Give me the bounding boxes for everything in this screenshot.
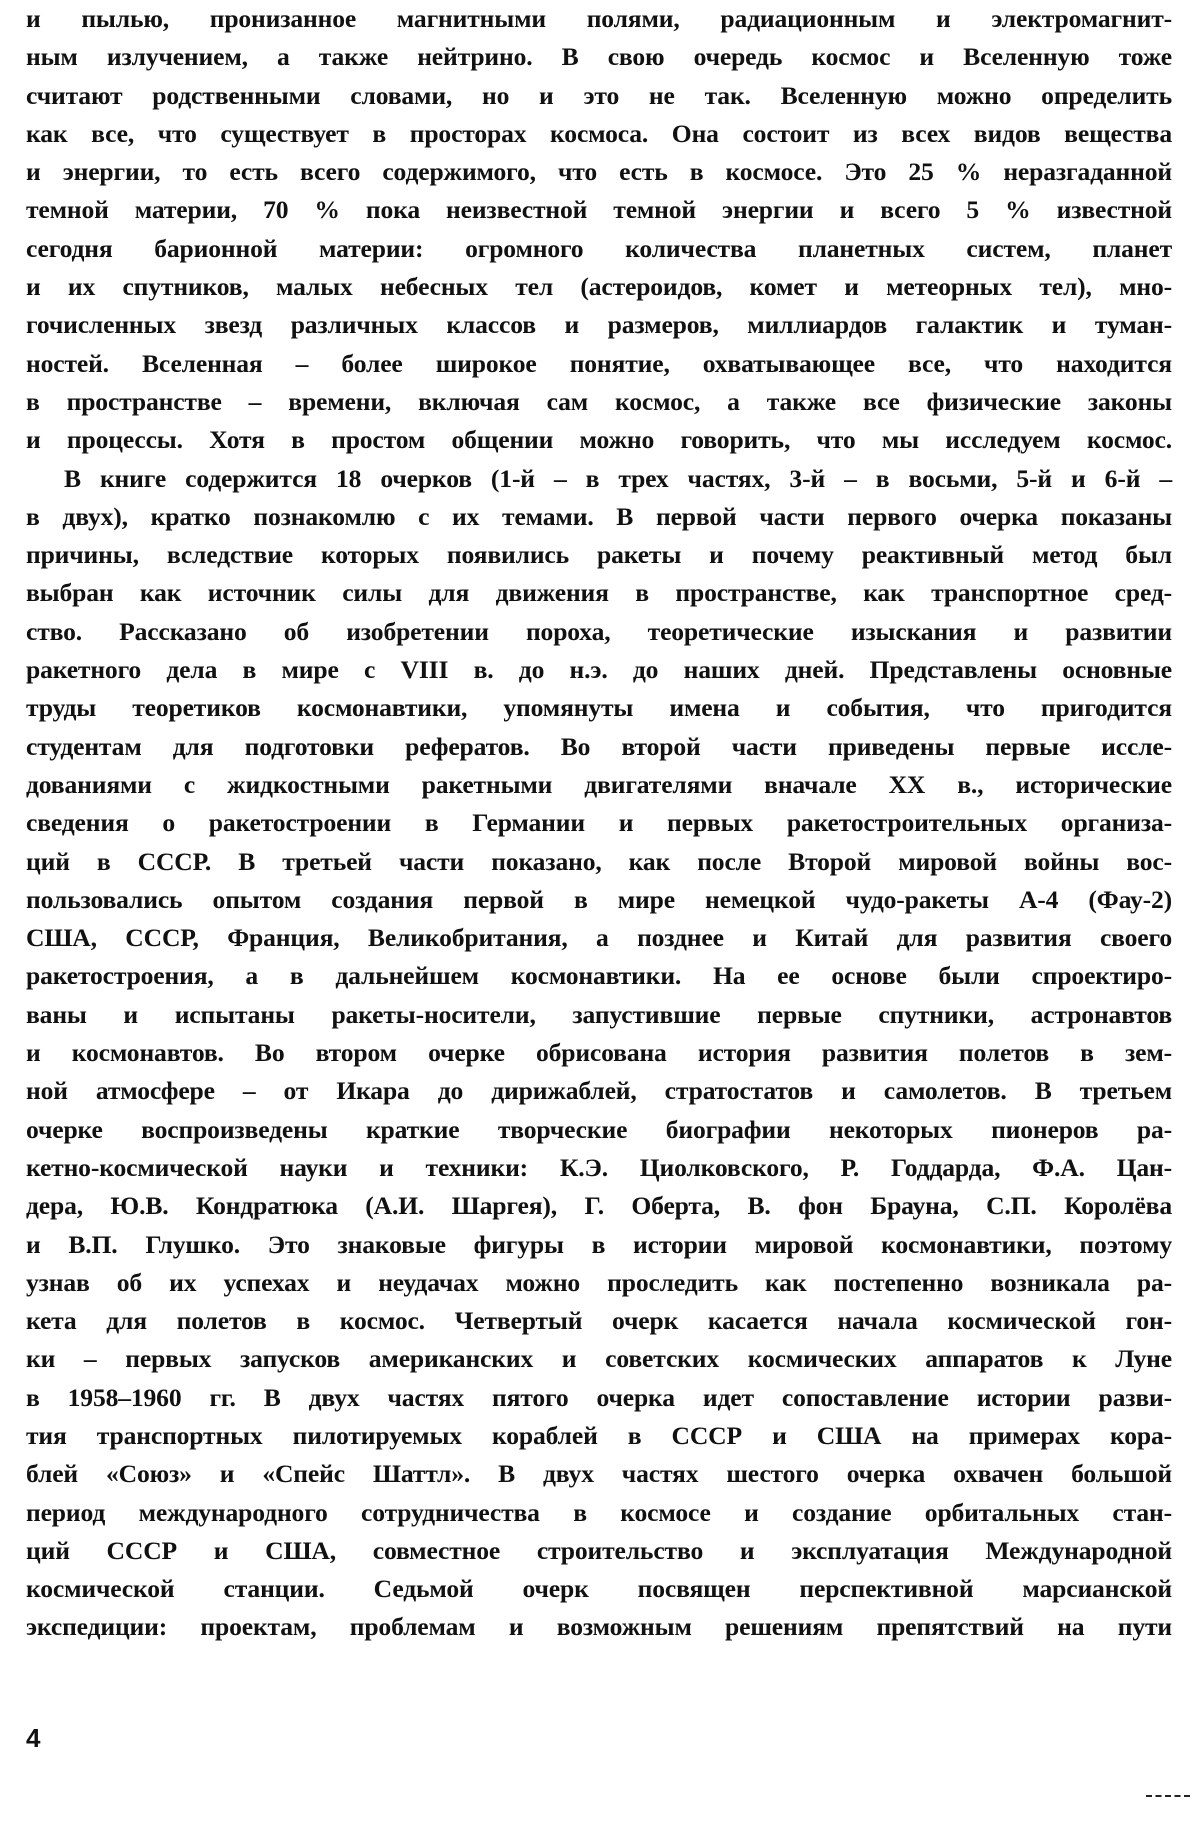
text-line: студентам для подготовки рефератов. Во второй части приведены первые иссле- bbox=[26, 731, 1172, 761]
text-line: ций в СССР. В третьей части показано, как после Второй мировой войны вос- bbox=[26, 846, 1172, 876]
text-line: гочисленных звезд различных классов и размеров, миллиардов галактик и туман- bbox=[26, 310, 1172, 340]
text-line: и В.П. Глушко. Это знаковые фигуры в истории мировой космонавтики, поэтому bbox=[26, 1229, 1172, 1259]
text-line: экспедиции: проектам, проблемам и возможным решениям препятствий на пути bbox=[26, 1612, 1172, 1642]
text-line: блей «Союз» и «Спейс Шаттл». В двух частях шестого очерка охвачен большой bbox=[26, 1459, 1172, 1489]
text-line: и энергии, то есть всего содержимого, что есть в космосе. Это 25 % неразгаданной bbox=[26, 157, 1172, 187]
text-line: причины, вследствие которых появились ракеты и почему реактивный метод был bbox=[26, 540, 1172, 570]
text-line: считают родственными словами, но и это не так. Вселенную можно определить bbox=[26, 80, 1172, 110]
text-line: и космонавтов. Во втором очерке обрисована история развития полетов в зем- bbox=[26, 1038, 1172, 1068]
text-line: ций СССР и США, совместное строительство и эксплуатация Международной bbox=[26, 1535, 1172, 1565]
text-line: дованиями с жидкостными ракетными двигателями вначале XX в., исторические bbox=[26, 769, 1172, 799]
text-line: В книге содержится 18 очерков (1-й – в трех частях, 3-й – в восьми, 5-й и 6-й – bbox=[64, 463, 1172, 493]
text-line: ностей. Вселенная – более широкое понятие, охватывающее все, что находится bbox=[26, 348, 1172, 378]
text-line: в пространстве – времени, включая сам космос, а также все физические законы bbox=[26, 386, 1172, 416]
text-line: узнав об их успехах и неудачах можно проследить как постепенно возникала ра- bbox=[26, 1267, 1172, 1297]
text-line: кета для полетов в космос. Четвертый очерк касается начала космической гон- bbox=[26, 1306, 1172, 1336]
text-line: ваны и испытаны ракеты-носители, запустившие первые спутники, астронавтов bbox=[26, 999, 1172, 1029]
text-line: космической станции. Седьмой очерк посвящен перспективной марсианской bbox=[26, 1574, 1172, 1604]
text-line: труды теоретиков космонавтики, упомянуты имена и события, что пригодится bbox=[26, 693, 1172, 723]
paragraph-2 bbox=[26, 460, 1172, 1647]
text-line: дера, Ю.В. Кондратюка (А.И. Шаргея), Г. Оберта, В. фон Брауна, С.П. Королёва bbox=[26, 1191, 1172, 1221]
text-line: выбран как источник силы для движения в пространстве, как транспортное сред- bbox=[26, 578, 1172, 608]
text-line: ракетостроения, а в дальнейшем космонавтики. На ее основе были спроектиро- bbox=[26, 961, 1172, 991]
body-text bbox=[26, 0, 1172, 1647]
text-line: период международного сотрудничества в космосе и создание орбитальных стан- bbox=[26, 1497, 1172, 1527]
text-line: в 1958–1960 гг. В двух частях пятого очерка идет сопоставление истории разви- bbox=[26, 1382, 1172, 1412]
text-line: и пылью, пронизанное магнитными полями, радиационным и электромагнит- bbox=[26, 4, 1172, 33]
text-line: очерке воспроизведены краткие творческие биографии некоторых пионеров ра- bbox=[26, 1114, 1172, 1144]
text-line: ство. Рассказано об изобретении пороха, теоретические изыскания и развитии bbox=[26, 616, 1172, 646]
text-line: ки – первых запусков американских и советских космических аппаратов к Луне bbox=[26, 1344, 1172, 1374]
text-line: как все, что существует в просторах космоса. Она состоит из всех видов вещества bbox=[26, 118, 1172, 148]
text-line: и их спутников, малых небесных тел (астероидов, комет и метеорных тел), мно- bbox=[26, 272, 1172, 302]
text-line: ракетного дела в мире с VIII в. до н.э. до наших дней. Представлены основные bbox=[26, 655, 1172, 685]
book-page bbox=[26, 0, 1172, 1825]
text-line: и процессы. Хотя в простом общении можно говорить, что мы исследуем космос. bbox=[26, 425, 1172, 455]
text-line: в двух), кратко познакомлю с их темами. В первой части первого очерка показаны bbox=[26, 501, 1172, 531]
scan-edge-mark bbox=[1146, 1795, 1190, 1801]
text-line: тия транспортных пилотируемых кораблей в СССР и США на примерах кора- bbox=[26, 1420, 1172, 1450]
text-line: сведения о ракетостроении в Германии и первых ракетостроительных организа- bbox=[26, 808, 1172, 838]
text-line: ным излучением, а также нейтрино. В свою очередь космос и Вселенную тоже bbox=[26, 42, 1172, 72]
text-line: ной атмосфере – от Икара до дирижаблей, стратостатов и самолетов. В третьем bbox=[26, 1076, 1172, 1106]
text-line: сегодня барионной материи: огромного количества планетных систем, планет bbox=[26, 233, 1172, 263]
text-line: пользовались опытом создания первой в мире немецкой чудо-ракеты А-4 (Фау-2) bbox=[26, 884, 1172, 914]
page-number: 4 bbox=[26, 1723, 41, 1753]
text-line: темной материи, 70 % пока неизвестной темной энергии и всего 5 % известной bbox=[26, 195, 1172, 225]
text-line: кетно-космической науки и техники: К.Э. Циолковского, Р. Годдарда, Ф.А. Цан- bbox=[26, 1152, 1172, 1182]
text-line: США, СССР, Франция, Великобритания, а позднее и Китай для развития своего bbox=[26, 923, 1172, 953]
paragraph-1 bbox=[26, 0, 1172, 460]
